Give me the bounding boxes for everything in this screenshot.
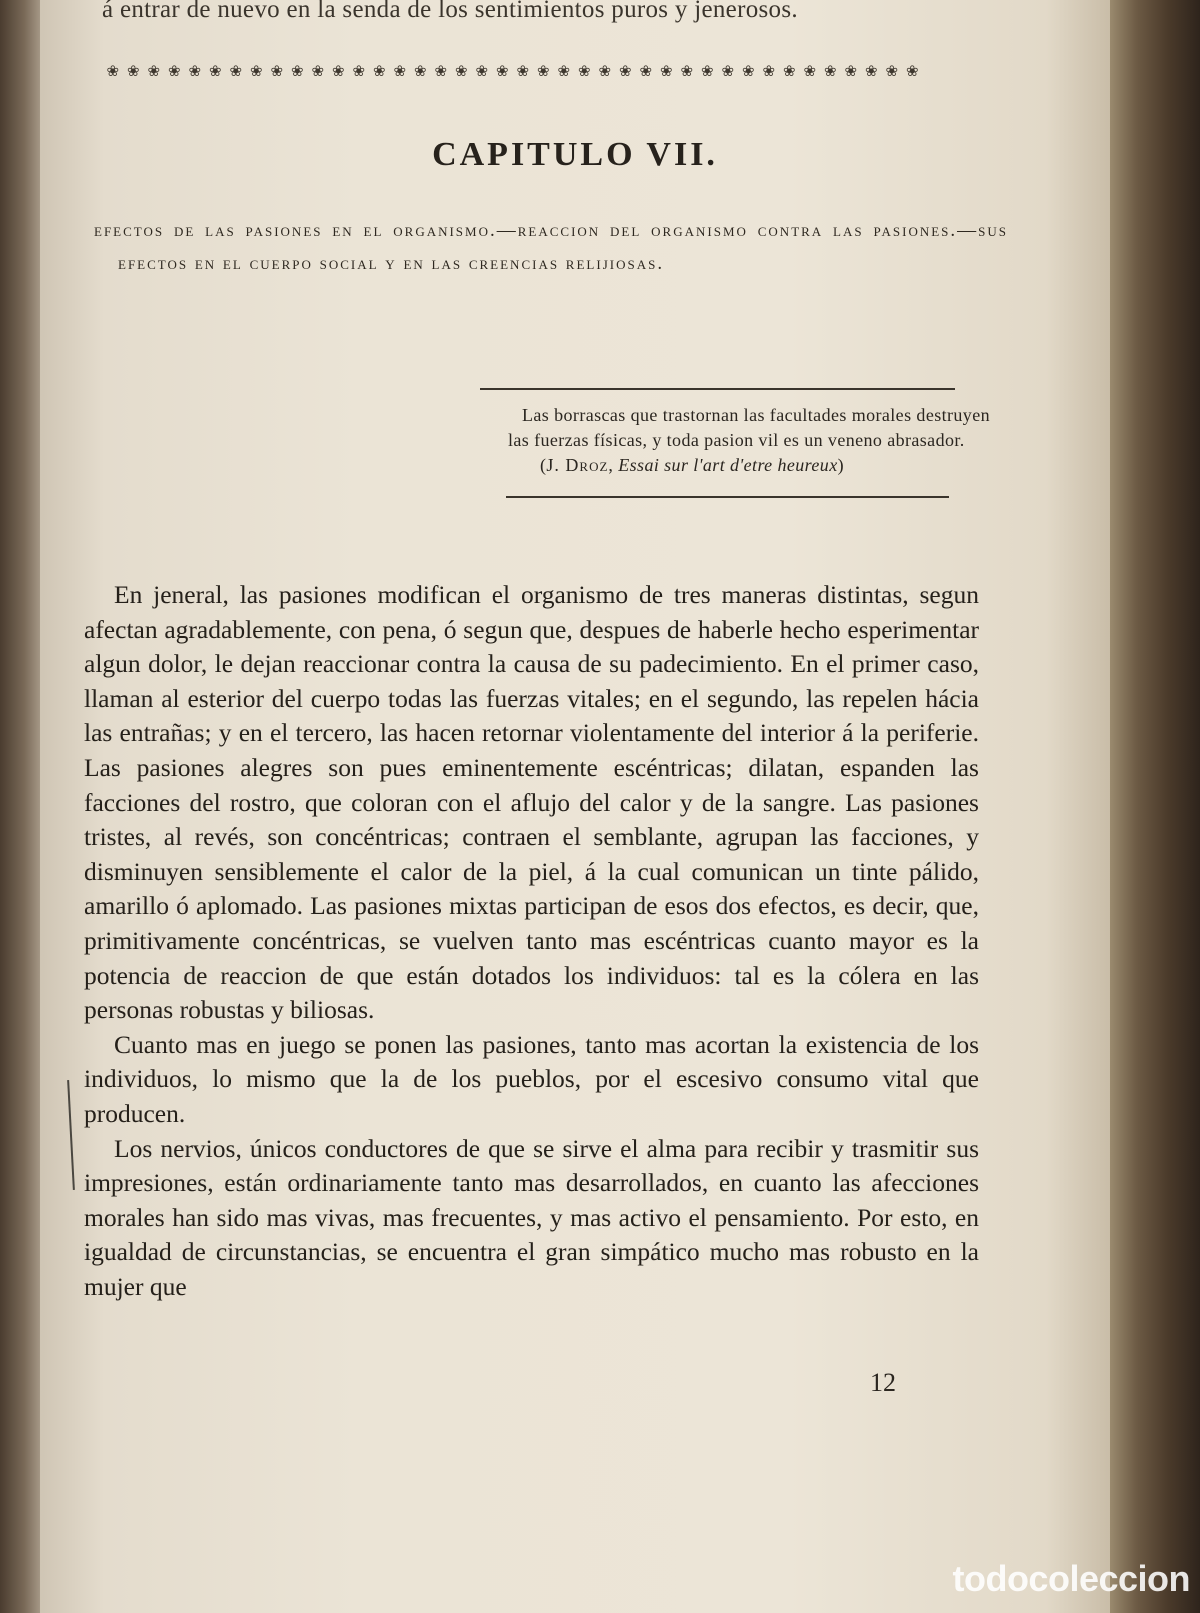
chapter-title: CAPITULO VII. [432, 136, 718, 173]
paragraph: En jeneral, las pasiones modifican el organismo de tres maneras distintas, segun afectan agradablemente, con pena, ó segun que, despues de haberle hecho esperimentar algun dolor, le dejan reaccionar contra la causa de su padecimiento. En el primer caso, llaman al esterior del cuerpo todas las fuerzas vitales; en el segundo, las repelen hácia las entrañas; y en el tercero, las hacen retornar violentamente del interior á la periferie. Las pasiones alegres son pues eminentemente escéntricas; dilatan, espanden las facciones del rostro, que coloran con el aflujo del calor y de la sangre. Las pasiones tristes, al revés, son concéntricas; contraen el semblante, agrupan las facciones, y disminuyen sensiblemente el calor de la piel, á la cual comunican un tinte pálido, amarillo ó aplomado. Las pasiones mixtas participan de esos dos efectos, es decir, que, primitivamente concéntricas, se vuelven tanto mas escéntricas cuanto mayor es la potencia de reaccion de que están dotados los individuos: tal es la cólera en las personas robustas y biliosas. [84, 580, 979, 1025]
ornament-glyph: ❀ [577, 64, 590, 80]
ornament-glyph: ❀ [741, 64, 754, 80]
ornament-glyph: ❀ [639, 64, 652, 80]
chapter-summary: efectos de las pasiones en el organismo.—reaccion del organismo contra las pasiones.—sus efectos en el cuerpo social y en las creencias relijiosas. [94, 220, 1008, 274]
ornament-glyph: ❀ [905, 64, 918, 80]
book-page [40, 0, 1110, 1613]
epigraph [508, 403, 990, 478]
watermark-logo: todocoleccion [952, 1558, 1190, 1599]
ornament-glyph: ❀ [454, 64, 467, 80]
ornament-glyph: ❀ [126, 64, 139, 80]
epigraph-author: J. Droz [546, 455, 609, 475]
ornament-glyph: ❀ [762, 64, 775, 80]
epigraph-bottom-rule [506, 496, 949, 498]
ornament-glyph: ❀ [249, 64, 262, 80]
book-edge-right [1110, 0, 1200, 1613]
ornament-glyph: ❀ [106, 64, 119, 80]
pencil-margin-mark [67, 1080, 75, 1190]
ornament-glyph: ❀ [618, 64, 631, 80]
ornament-glyph: ❀ [495, 64, 508, 80]
ornament-glyph: ❀ [229, 64, 242, 80]
ornament-glyph: ❀ [208, 64, 221, 80]
previous-chapter-last-line: á entrar de nuevo en la senda de los sentimientos puros y jenerosos. [102, 0, 798, 23]
ornament-glyph: ❀ [290, 64, 303, 80]
ornament-glyph: ❀ [147, 64, 160, 80]
epigraph-top-rule [480, 388, 955, 390]
ornament-glyph: ❀ [352, 64, 365, 80]
ornament-glyph: ❀ [270, 64, 283, 80]
ornament-glyph: ❀ [475, 64, 488, 80]
ornament-glyph: ❀ [413, 64, 426, 80]
ornament-glyph: ❀ [885, 64, 898, 80]
epigraph-citation: (J. Droz, Essai sur l'art d'etre heureux) [540, 455, 844, 475]
epigraph-text: Las borrascas que trastornan las facultades morales destruyen las fuerzas físicas, y toda pasion vil es un veneno abrasador. [508, 405, 990, 450]
ornamental-divider [102, 62, 922, 80]
ornament-glyph: ❀ [659, 64, 672, 80]
epigraph-work-title: Essai sur l'art d'etre heureux [618, 455, 838, 475]
ornament-glyph: ❀ [823, 64, 836, 80]
ornament-glyph: ❀ [803, 64, 816, 80]
ornament-glyph: ❀ [434, 64, 447, 80]
ornament-glyph: ❀ [864, 64, 877, 80]
paragraph: Cuanto mas en juego se ponen las pasiones, tanto mas acortan la existencia de los individuos, lo mismo que la de los pueblos, por el escesivo consumo vital que producen. [84, 1029, 979, 1128]
ornament-glyph: ❀ [167, 64, 180, 80]
ornament-glyph: ❀ [721, 64, 734, 80]
ornament-glyph: ❀ [188, 64, 201, 80]
ornament-glyph: ❀ [844, 64, 857, 80]
ornament-glyph: ❀ [372, 64, 385, 80]
ornament-glyph: ❀ [516, 64, 529, 80]
ornament-glyph: ❀ [331, 64, 344, 80]
ornament-glyph: ❀ [311, 64, 324, 80]
ornament-glyph: ❀ [598, 64, 611, 80]
chapter-body [84, 578, 979, 1304]
ornament-glyph: ❀ [700, 64, 713, 80]
ornament-glyph: ❀ [557, 64, 570, 80]
ornament-glyph: ❀ [393, 64, 406, 80]
ornament-glyph: ❀ [782, 64, 795, 80]
paragraph: Los nervios, únicos conductores de que se sirve el alma para recibir y trasmitir sus impresiones, están ordinariamente tanto mas desarrollados, en cuanto las afecciones morales han sido mas vivas, mas frecuentes, y mas activo el pensamiento. Por esto, en igualdad de circunstancias, se encuentra el gran simpático mucho mas robusto en la mujer que [84, 1133, 979, 1301]
ornament-glyph: ❀ [536, 64, 549, 80]
page-number: 12 [870, 1368, 896, 1397]
ornament-glyph: ❀ [680, 64, 693, 80]
